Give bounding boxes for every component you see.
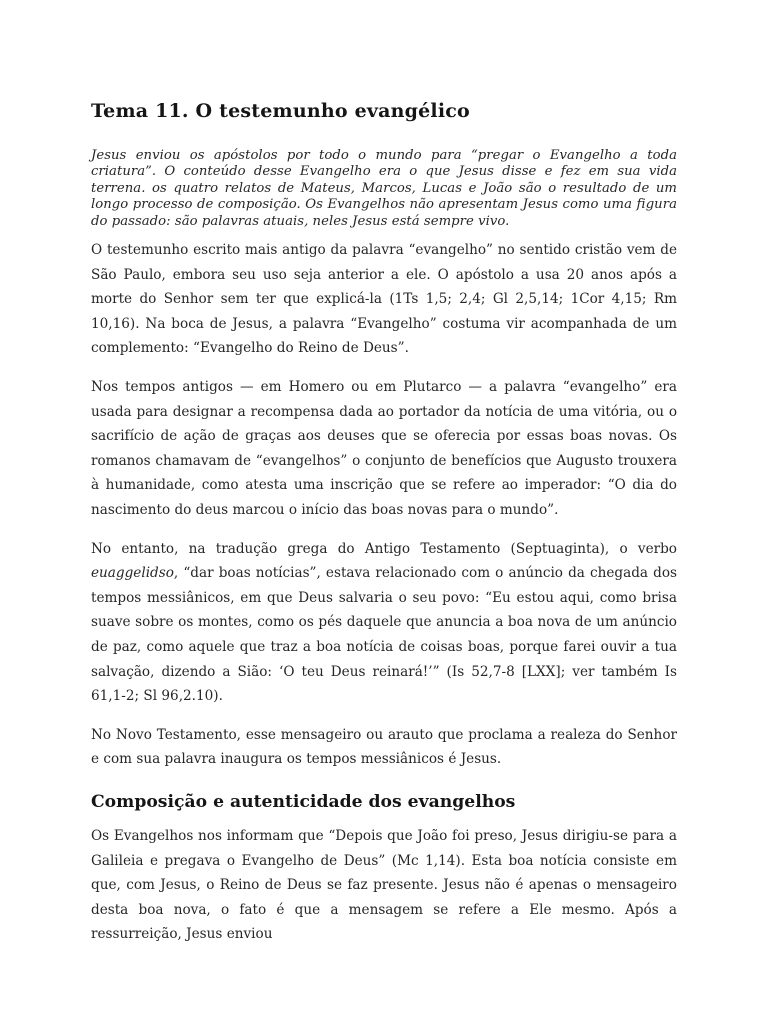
section-heading: Composição e autenticidade dos evangelhos [91, 791, 516, 812]
paragraph-3-text-before: No entanto, na tradução grega do Antigo Testamento (Septuaginta), o verbo [91, 540, 677, 557]
greek-term: euaggelidso [91, 565, 174, 582]
document-page [91, 96, 677, 947]
paragraph-4: No Novo Testamento, esse mensageiro ou arauto que proclama a realeza do Senhor e com sua palavra inaugura os tempos messiânicos é Jesus. [91, 726, 677, 768]
paragraph-3 [91, 537, 677, 709]
abstract-italic: Jesus enviou os apóstolos por todo o mundo para “pregar o Evangelho a toda criatura”. O conteúdo desse Evangelho era o que Jesus disse e fez em sua vida terrena. os quatro relatos de Mateus, Marcos, Lucas e João são o resultado de um longo processo de composição. Os Evangelhos não apresentam Jesus como uma figura do passado: são palavras atuais, neles Jesus está sempre vivo. [91, 148, 677, 229]
paragraph-2: Nos tempos antigos — em Homero ou em Plutarco — a palavra “evangelho” era usada para designar a recompensa dada ao portador da notícia de uma vitória, ou o sacrifício de ação de graças aos deuses que se oferecia por essas boas novas. Os romanos chamavam de “evangelhos” o conjunto de benefícios que Augusto trouxera à humanidade, como atesta uma inscrição que se refere ao imperador: “O dia do nascimento do deus marcou o início das boas novas para o mundo”. [91, 379, 677, 518]
paragraph-1: O testemunho escrito mais antigo da palavra “evangelho” no sentido cristão vem de São Paulo, embora seu uso seja anterior a ele. O apóstolo a usa 20 anos após a morte do Senhor sem ter que explicá-la (1Ts 1,5; 2,4; Gl 2,5,14; 1Cor 4,15; Rm 10,16). Na boca de Jesus, a palavra “Evangelho” costuma vir acompanhada de um complemento: “Evangelho do Reino de Deus”. [91, 242, 677, 357]
paragraph-3-text-after: , “dar boas notícias”, estava relacionado com o anúncio da chegada dos tempos messiânicos, em que Deus salvaria o seu povo: “Eu estou aqui, como brisa suave sobre os montes, como os pés daquele que anuncia a boa nova de um anúncio de paz, como aquele que traz a boa notícia de coisas boas, porque farei ouvir a tua salvação, dizendo a Sião: ‘O teu Deus reinará!’” (Is 52,7-8 [LXX]; ver também Is 61,1-2; Sl 96,2.10). [91, 565, 677, 705]
page-title: Tema 11. O testemunho evangélico [91, 100, 470, 122]
paragraph-5: Os Evangelhos nos informam que “Depois que João foi preso, Jesus dirigiu-se para a Galileia e pregava o Evangelho de Deus” (Mc 1,14). Esta boa notícia consiste em que, com Jesus, o Reino de Deus se faz presente. Jesus não é apenas o mensageiro desta boa nova, o fato é que a mensagem se refere a Ele mesmo. Após a ressurreição, Jesus enviou [91, 827, 677, 943]
